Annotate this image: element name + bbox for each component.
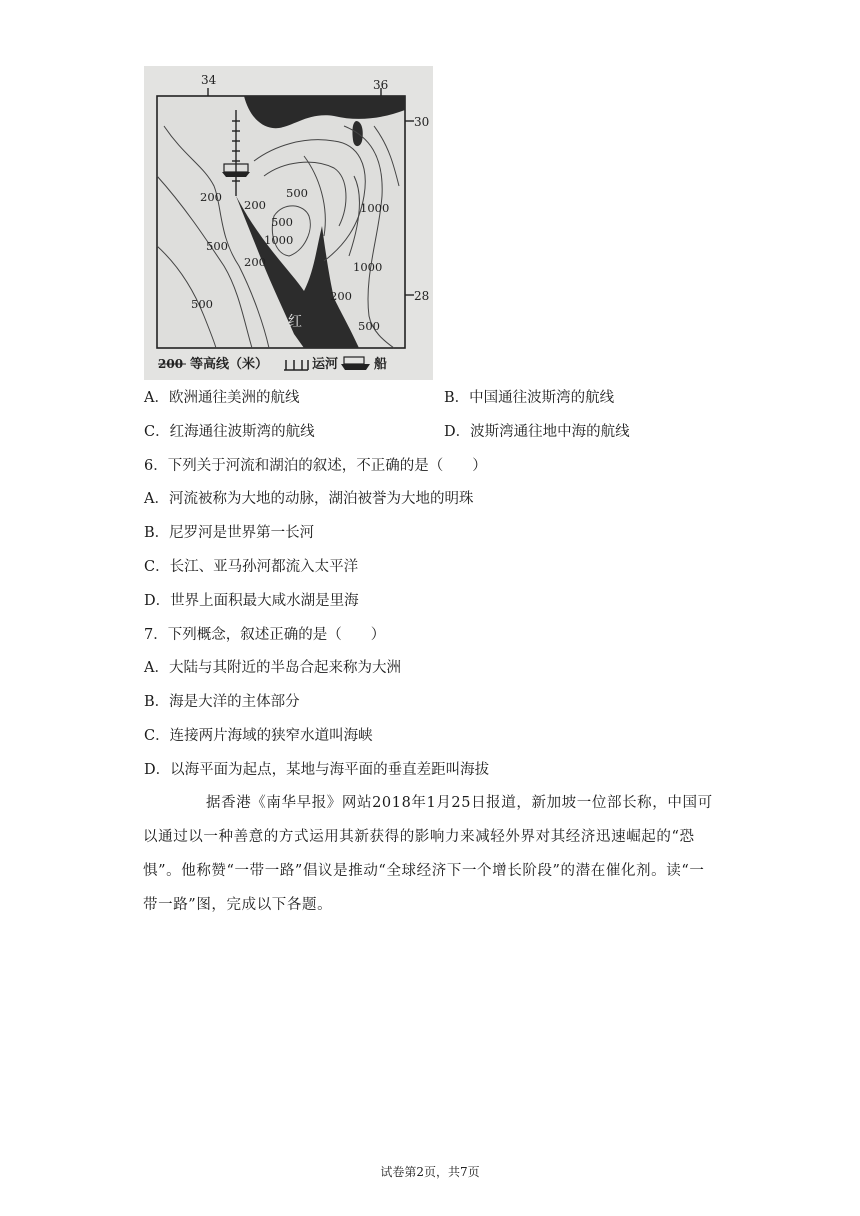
legend-contour-sample: 200 (158, 357, 184, 371)
q7-stem: 7．下列概念，叙述正确的是（ ） (144, 627, 386, 643)
q6-option-c[interactable]: C．长江、亚马孙河都流入太平洋 (144, 559, 359, 575)
sinai-map-figure (144, 66, 433, 380)
contour-label: 1000 (353, 260, 383, 274)
q6-option-d[interactable]: D．世界上面积最大咸水湖是里海 (144, 593, 359, 609)
q5-option-a[interactable]: A．欧洲通往美洲的航线 (144, 390, 300, 406)
q7-option-d[interactable]: D．以海平面为起点，某地与海平面的垂直差距叫海拔 (144, 762, 490, 778)
q5-option-c[interactable]: C．红海通往波斯湾的航线 (144, 424, 315, 440)
contour-label: 500 (271, 215, 293, 229)
contour-map (144, 66, 433, 380)
lon-label: 34 (201, 73, 217, 87)
q7-option-a[interactable]: A．大陆与其附近的半岛合起来称为大洲 (144, 660, 401, 676)
contour-label: 500 (206, 239, 228, 253)
contour-label: 200 (200, 190, 222, 204)
lon-label: 36 (373, 78, 389, 92)
contour-label: 500 (358, 319, 380, 333)
q6-option-b[interactable]: B．尼罗河是世界第一长河 (144, 525, 315, 541)
sea-label: 红 (288, 314, 302, 330)
q5-option-d[interactable]: D．波斯湾通往地中海的航线 (444, 424, 630, 440)
contour-label: 500 (191, 297, 213, 311)
legend-canal-text: 运河 (312, 357, 339, 372)
q5-option-b[interactable]: B．中国通往波斯湾的航线 (444, 390, 615, 406)
contour-label: 1000 (264, 233, 294, 247)
contour-label: 500 (286, 186, 308, 200)
contour-label: 1000 (360, 201, 390, 215)
lat-label: 30 (414, 115, 430, 129)
page-footer: 试卷第2页，共7页 (380, 1165, 480, 1179)
q7-option-b[interactable]: B．海是大洋的主体部分 (144, 694, 300, 710)
contour-label: 200 (330, 289, 352, 303)
legend-ship-text: 船 (374, 357, 388, 372)
contour-label: 200 (244, 198, 266, 212)
q7-option-c[interactable]: C．连接两片海域的狭窄水道叫海峡 (144, 728, 373, 744)
reading-passage: 据香港《南华早报》网站2018年1月25日报道，新加坡一位部长称，中国可以通过以一种善意的方式运用其新获得的影响力来减轻外界对其经济迅速崛起的“恐惧”。他称赞“一带一路”倡议是推动“全球经济下一个增长阶段”的潜在催化剂。读“一带一路”图，完成以下各题。 (143, 795, 713, 913)
lat-label: 28 (414, 289, 430, 303)
q6-stem: 6．下列关于河流和湖泊的叙述，不正确的是（ ） (144, 458, 487, 474)
q6-option-a[interactable]: A．河流被称为大地的动脉，湖泊被誉为大地的明珠 (144, 491, 474, 507)
legend-contour-text: 等高线（米） (190, 357, 269, 372)
contour-label: 200 (244, 255, 266, 269)
